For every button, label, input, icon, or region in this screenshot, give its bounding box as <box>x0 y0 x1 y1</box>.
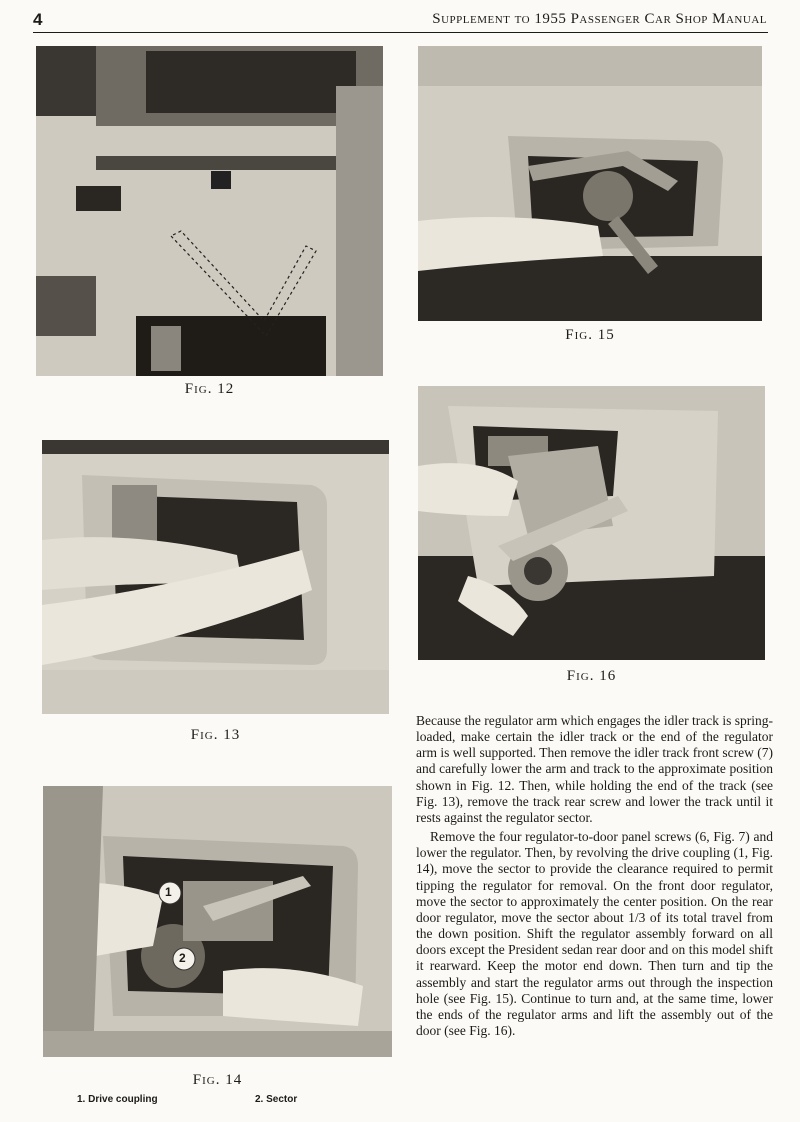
fig-15-caption: Fig. 15 <box>565 327 615 343</box>
body-paragraph-2: Remove the four regulator-to-door panel screws (6, Fig. 7) and lower the regulator. Then, by revolving the drive coupling (1, Fig. 14), move the sector to provide the clearance required to permit tipping the regulator for removal. On the front door regulator, move the sector to approximately the center position. On the rear door regulator, move the sector about 1/3 of its total travel from the down position. Shift the regulator assembly forward on all doors except the President sedan rear door and on this model shift it rearward. Keep the motor end down. Then turn and tip the assembly and start the regulator arms out through the inspection hole (see Fig. 15). Continue to turn and, at the same time, lower the ends of the regulator arms and lift the assembly out of the door (see Fig. 16). <box>416 829 773 1038</box>
fig-14-legend-sector: 2. Sector <box>255 1094 298 1105</box>
fig-12-photo <box>36 46 383 376</box>
running-header-title: Supplement to 1955 Passenger Car Shop Manual <box>432 11 767 27</box>
body-text <box>416 713 773 1039</box>
fig-13-caption: Fig. 13 <box>190 727 241 743</box>
fig-13-photo <box>42 440 389 714</box>
header-rule <box>33 32 768 33</box>
fig-16-photo <box>418 386 765 660</box>
fig-14-caption: Fig. 14 <box>192 1072 243 1088</box>
page-number: 4 <box>33 10 43 29</box>
fig-14-photo <box>43 786 392 1057</box>
fig-14-callout-2: 2 <box>179 951 186 965</box>
fig-15-photo <box>418 46 762 321</box>
fig-12-caption: Fig. 12 <box>184 381 235 397</box>
fig-16-caption: Fig. 16 <box>566 668 617 684</box>
fig-14-legend-drive-coupling: 1. Drive coupling <box>77 1094 158 1105</box>
fig-14-callout-1: 1 <box>165 885 172 899</box>
body-paragraph-1: Because the regulator arm which engages the idler track is spring-loaded, make certain the idler track or the end of the regulator arm is well supported. Then remove the idler track front screw (7) and carefully lower the arm and track to the approximate position shown in Fig. 12. Then, while holding the end of the track (see Fig. 13), remove the track rear screw and lower the track until it rests against the regulator sector. <box>416 713 773 825</box>
